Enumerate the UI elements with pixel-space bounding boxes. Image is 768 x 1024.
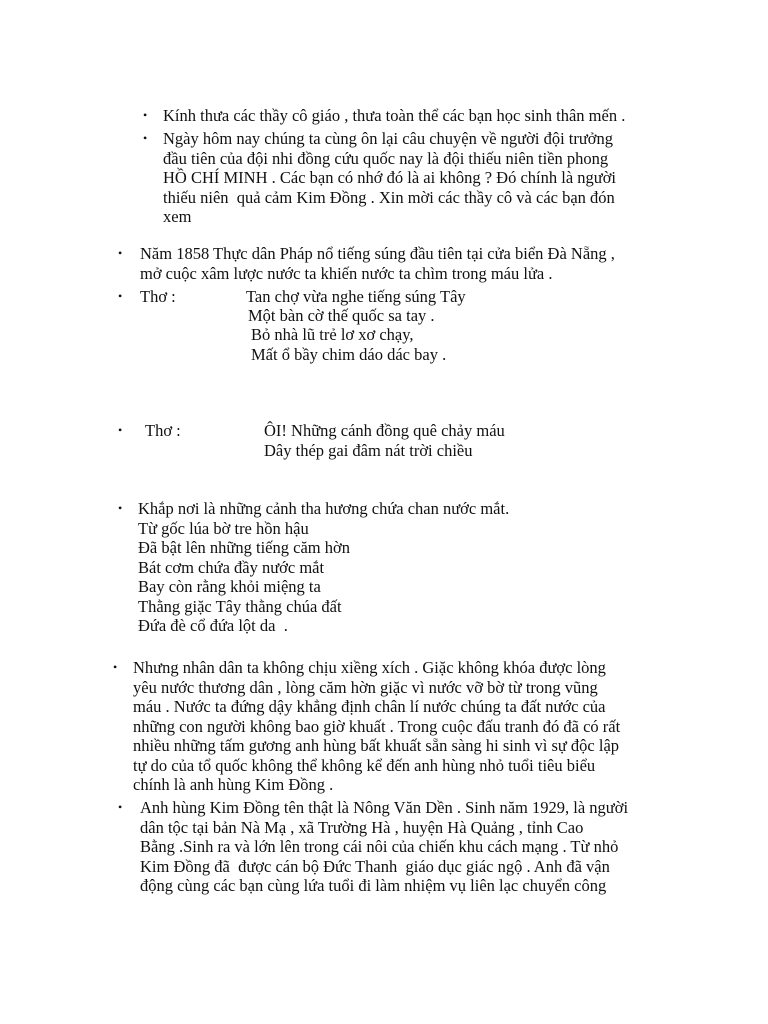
poem-line: Khắp nơi là những cảnh tha hương chứa chan nước mắt. [138,499,510,518]
poem-3 [138,499,509,636]
bullet-icon: • [143,108,148,122]
poem-line: Bát cơm chứa đầy nước mắt [138,557,325,577]
bullet-icon: • [143,131,148,145]
text-line: Bằng .Sinh ra và lớn lên trong cái nôi của chiến khu cách mạng . Từ nhỏ [140,837,619,856]
bullet-icon: • [113,660,118,674]
poem-line: Bay còn rằng khỏi miệng ta [138,577,321,596]
text-line: Kính thưa các thầy cô giáo , thưa toàn thể các bạn học sinh thân mến . [163,106,626,125]
poem-2 [264,421,505,460]
text-line: những con người không bao giờ khuất . Trong cuộc đấu tranh đó đã có rất [133,716,621,736]
bullet-icon: • [118,501,123,515]
history-paragraph [140,244,615,283]
text-line: Anh hùng Kim Đồng tên thật là Nông Văn Dền . Sinh năm 1929, là người [140,798,629,817]
bullet-icon: • [118,800,123,814]
poem-line: Mất ổ bầy chim dáo dác bay . [251,344,447,364]
poem-line: Bỏ nhà lũ trẻ lơ xơ chạy, [251,325,414,344]
bullet-icon: • [118,246,123,260]
text-line: yêu nước thương dân , lòng căm hờn giặc vì nước vỡ bờ từ trong vũng [133,677,598,697]
text-line: Ngày hôm nay chúng ta cùng ôn lại câu chuyện về người đội trưởng [163,129,614,148]
text-line: Năm 1858 Thực dân Pháp nổ tiếng súng đầu tiên tại cửa biển Đà Nẵng , [140,244,615,263]
poem-line: Đã bật lên những tiếng căm hờn [138,538,350,557]
text-line: Kim Đồng đã được cán bộ Đức Thanh giáo dục giác ngộ . Anh đã vận [140,856,610,876]
poem-line: Đứa đè cổ đứa lột da . [138,616,288,635]
poem-line: Một bàn cờ thế quốc sa tay . [248,306,435,325]
text-line: thiếu niên quả cảm Kim Đồng . Xin mời các thầy cô và các bạn đón [163,187,615,207]
poem-line: ÔI! Những cánh đồng quê chảy máu [264,421,505,440]
poem-label: Thơ : [140,287,176,306]
paragraph-kim-dong [140,798,628,896]
text-line: dân tộc tại bản Nà Mạ , xã Trường Hà , huyện Hà Quảng , tỉnh Cao [140,817,584,837]
text-line: động cùng các bạn cùng lứa tuổi đi làm nhiệm vụ liên lạc chuyển công [140,876,607,895]
text-line: Nhưng nhân dân ta không chịu xiềng xích . Giặc không khóa được lòng [133,658,606,677]
poem-line: Dây thép gai đâm nát trời chiều [264,440,473,460]
poem-line: Tan chợ vừa nghe tiếng súng Tây [246,287,466,306]
text-line: mở cuộc xâm lược nước ta khiến nước ta chìm trong máu lửa . [140,263,553,283]
text-line: chính là anh hùng Kim Đồng . [133,775,334,794]
bullet-icon: • [118,289,123,303]
poem-line: Thằng giặc Tây thằng chúa đất [138,596,342,616]
intro-paragraph [163,129,616,227]
poem-1-cont [248,306,435,326]
text-line: máu . Nước ta đứng dậy khẳng định chân lí nước chúng ta đất nước của [133,697,606,716]
bullet-icon: • [118,423,123,437]
text-line: đầu tiên của đội nhi đồng cứu quốc nay là đội thiếu niên tiền phong [163,148,609,168]
intro-greeting [163,106,625,126]
text-line: xem [163,207,192,226]
poem-line: Từ gốc lúa bờ tre hồn hậu [138,518,309,538]
text-line: tự do của tổ quốc không thể không kể đến anh hùng nhỏ tuổi tiêu biểu [133,755,596,775]
paragraph-resistance [133,658,620,795]
text-line: nhiều những tấm gương anh hùng bất khuất sẵn sàng hi sinh vì sự độc lập [133,736,620,755]
poem-1 [246,287,466,307]
poem-1-cont2 [251,325,446,364]
text-line: HỒ CHÍ MINH . Các bạn có nhớ đó là ai không ? Đó chính là người [163,168,617,187]
poem-label: Thơ : [145,421,181,440]
